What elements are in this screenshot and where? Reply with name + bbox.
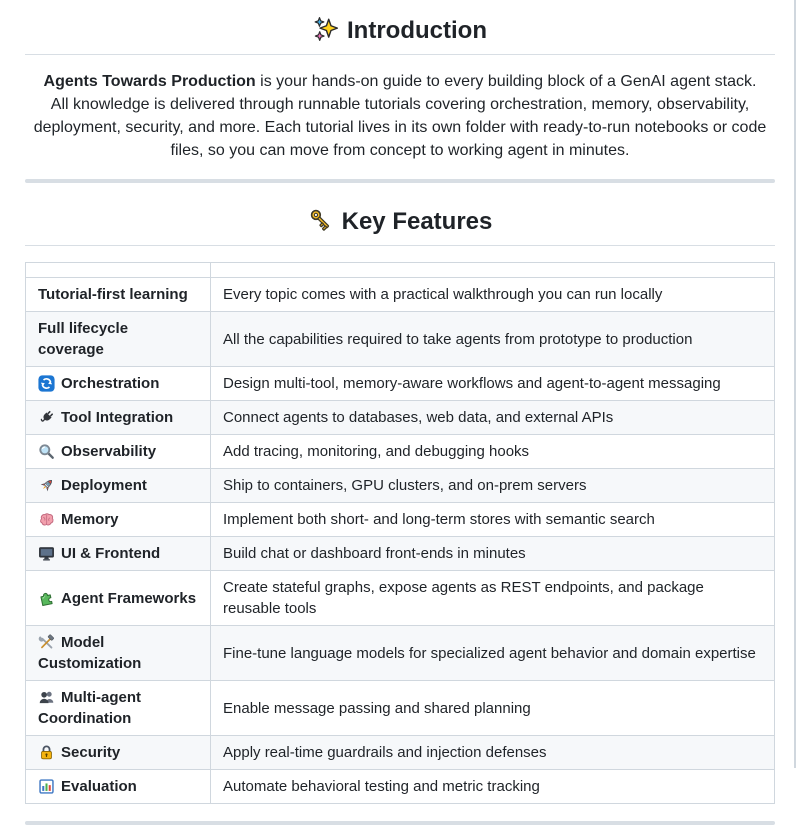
feature-label: Multi-agent Coordination (38, 689, 141, 727)
feature-label: Model Customization (38, 634, 142, 672)
feature-label: Observability (61, 443, 157, 460)
people-icon (38, 689, 55, 706)
table-row (26, 503, 775, 537)
intro-lead-bold: Agents Towards Production (43, 73, 256, 90)
feature-label: Tutorial-first learning (38, 286, 188, 303)
feature-description: Design multi-tool, memory-aware workflows and agent-to-agent messaging (223, 375, 721, 392)
feature-description: Fine-tune language models for specialized agent behavior and domain expertise (223, 644, 756, 662)
feature-description: All the capabilities required to take agents from prototype to production (223, 330, 693, 348)
feature-label: Tool Integration (61, 409, 174, 426)
bottom-divider (25, 821, 775, 825)
lock-icon (38, 744, 55, 761)
feature-label: Full lifecycle coverage (38, 320, 129, 358)
intro-lead-rest: is your hands-on guide to every building block of a GenAI agent stack. (255, 73, 757, 90)
monitor-icon (38, 545, 55, 562)
features-header-col1 (26, 263, 211, 278)
table-row (26, 401, 775, 435)
intro-paragraph (27, 70, 773, 162)
features-table-body (26, 278, 775, 804)
feature-label: Evaluation (61, 778, 137, 795)
page-right-border (794, 0, 796, 768)
feature-label: Memory (61, 511, 119, 528)
table-row (26, 537, 775, 571)
feature-description: Ship to containers, GPU clusters, and on-prem servers (223, 477, 587, 494)
table-row (26, 435, 775, 469)
table-row (26, 571, 775, 626)
feature-label: Agent Frameworks (61, 589, 197, 607)
hammer-wrench-icon (38, 634, 55, 651)
feature-label: Deployment (61, 477, 147, 494)
table-row (26, 367, 775, 401)
feature-label: Orchestration (61, 375, 160, 392)
feature-description: Connect agents to databases, web data, and external APIs (223, 409, 614, 426)
feature-label: Security (61, 744, 121, 761)
features-header-row (26, 263, 775, 278)
features-table-header (26, 263, 775, 278)
key-icon (308, 207, 334, 233)
features-heading (25, 207, 775, 246)
feature-description: Build chat or dashboard front-ends in minutes (223, 545, 526, 562)
plug-icon (38, 409, 55, 426)
orchestration-icon (38, 375, 55, 392)
features-header-col2 (211, 263, 775, 278)
feature-description: Implement both short- and long-term stores with semantic search (223, 511, 655, 528)
puzzle-icon (38, 590, 55, 607)
feature-description: Add tracing, monitoring, and debugging hooks (223, 443, 530, 460)
feature-description: Every topic comes with a practical walkthrough you can run locally (223, 286, 663, 303)
feature-description: Apply real-time guardrails and injection defenses (223, 744, 547, 761)
intro-heading-label: Introduction (347, 17, 487, 44)
table-row (26, 626, 775, 681)
table-row (26, 278, 775, 312)
features-heading-label: Key Features (341, 208, 493, 235)
brain-icon (38, 511, 55, 528)
feature-description: Enable message passing and shared planning (223, 699, 531, 717)
feature-description: Automate behavioral testing and metric tracking (223, 778, 540, 795)
table-row (26, 736, 775, 770)
table-row (26, 312, 775, 367)
sparkles-icon (313, 16, 339, 42)
feature-label: UI & Frontend (61, 545, 161, 562)
rocket-icon (38, 477, 55, 494)
intro-heading (25, 16, 775, 55)
feature-description: Create stateful graphs, expose agents as REST endpoints, and package reusable tools (223, 579, 704, 617)
section-divider (25, 179, 775, 183)
features-table (25, 262, 775, 804)
table-row (26, 770, 775, 804)
table-row (26, 469, 775, 503)
magnifier-icon (38, 443, 55, 460)
intro-body: All knowledge is delivered through runnable tutorials covering orchestration, memory, observability, deployment, security, and more. Each tutorial lives in its own folder with ready-to-run notebooks or code files, so you can move from concept to working agent in minutes. (33, 96, 767, 159)
bar-chart-icon (38, 778, 55, 795)
table-row (26, 681, 775, 736)
